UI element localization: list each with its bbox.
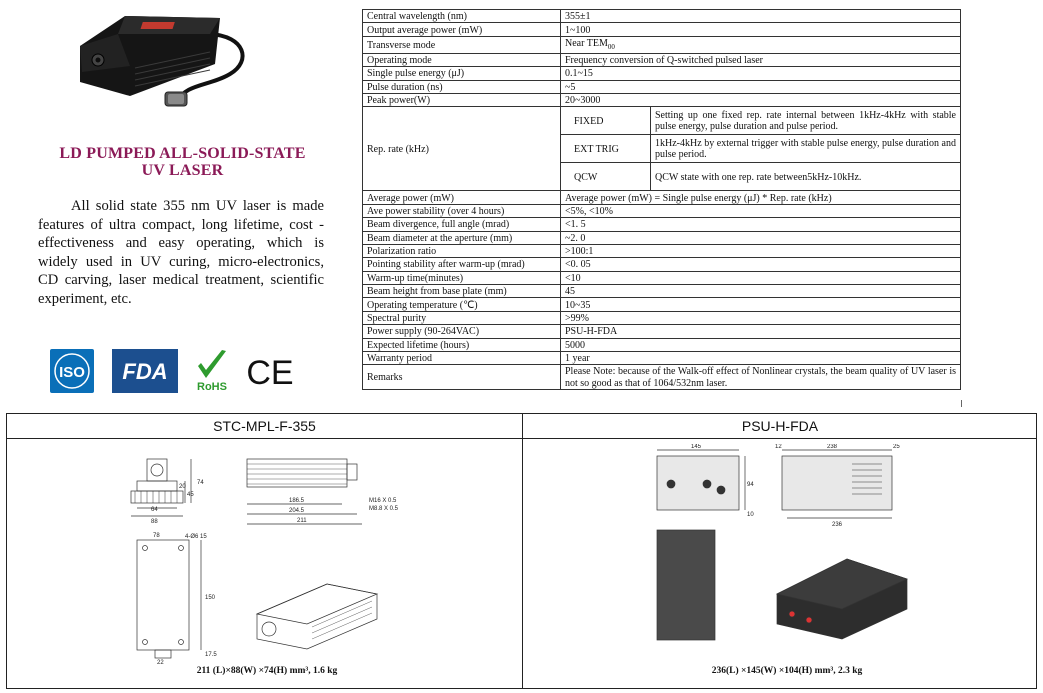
laser-head-dimension-drawing [117, 444, 427, 664]
table-row [363, 338, 961, 351]
dim-holes: 4-Ø6 15 [185, 534, 207, 540]
dim-side-186: 186.5 [289, 498, 305, 504]
spec-value: <1. 5 [561, 218, 961, 231]
dim-plan-length: 150 [205, 595, 216, 601]
dim-base-width: 88 [151, 519, 158, 525]
rep-rate-mode-text: 1kHz-4kHz by external trigger with stable pulse energy, pulse duration and pulse period. [651, 135, 961, 163]
iso-logo-icon [50, 349, 94, 393]
right-drawing-caption: 236(L) ×145(W) ×104(H) mm³, 2.3 kg [711, 666, 863, 676]
spec-value: 355±1 [561, 10, 961, 23]
drawings-box [6, 413, 1037, 689]
spec-label: Warm-up time(minutes) [363, 271, 561, 284]
spec-value: Average power (mW) = Single pulse energy (μJ) * Rep. rate (kHz) [561, 191, 961, 204]
dim-front-10: 10 [747, 512, 754, 518]
spec-value: ~2. 0 [561, 231, 961, 244]
table-row [363, 10, 961, 23]
table-row [363, 93, 961, 106]
dim-height: 74 [197, 480, 204, 486]
rep-rate-mode: QCW [561, 163, 651, 191]
panel-divider [522, 414, 523, 688]
product-title-line1: LD PUMPED ALL-SOLID-STATE [59, 145, 306, 162]
spec-value: <0. 05 [561, 258, 961, 271]
table-row [363, 231, 961, 244]
spec-value-subscript: 00 [607, 42, 615, 51]
dim-side-204: 204.5 [289, 508, 305, 514]
certification-logos [48, 348, 308, 394]
spec-label: Pointing stability after warm-up (mrad) [363, 258, 561, 271]
table-row [363, 191, 961, 204]
spec-value: ~5 [561, 80, 961, 93]
spec-label: Beam diameter at the aperture (mm) [363, 231, 561, 244]
table-row [363, 80, 961, 93]
table-row [363, 204, 961, 217]
table-row [363, 23, 961, 36]
product-title-line2: UV LASER [141, 162, 224, 179]
spec-label: Average power (mW) [363, 191, 561, 204]
table-row [363, 258, 961, 271]
cert-rohs-label: RoHS [197, 381, 227, 393]
spec-value: 5000 [561, 338, 961, 351]
dim-thread-2: M8.8 X 0.5 [369, 506, 399, 512]
dim-plan-17: 17.5 [205, 652, 217, 658]
table-row [363, 298, 961, 311]
spec-label: Beam height from base plate (mm) [363, 285, 561, 298]
spec-value: 45 [561, 285, 961, 298]
table-row [363, 67, 961, 80]
dim-side-211: 211 [297, 518, 307, 524]
rep-rate-label: Rep. rate (kHz) [363, 107, 561, 191]
dim-side-238: 238 [827, 444, 838, 450]
dim-top-width: 64 [151, 507, 158, 513]
spec-value: 0.1~15 [561, 67, 961, 80]
dim-front-height: 94 [747, 482, 754, 488]
dim-total-width: 78 [153, 533, 160, 539]
spec-label: Power supply (90-264VAC) [363, 325, 561, 338]
spec-label: Operating temperature (℃) [363, 298, 561, 311]
laser-product-photo [70, 6, 270, 112]
rep-rate-mode-text: QCW state with one rep. rate between5kHz-10kHz. [651, 163, 961, 191]
rohs-logo-icon [197, 350, 227, 393]
spec-value: 1~100 [561, 23, 961, 36]
product-description: All solid state 355 nm UV laser is made features of ultra compact, long lifetime, cost -effectiveness and easy operating, which is widely used in UV curing, micro-electronics, CD carving, laser medical treatment, scientific experiment, etc. [38, 198, 324, 307]
fda-logo-icon [112, 349, 178, 393]
table-row [363, 107, 961, 135]
power-supply-dimension-drawing [647, 444, 937, 664]
spec-value: PSU-H-FDA [561, 325, 961, 338]
product-title [30, 145, 335, 179]
remarks-value: Please Note: because of the Walk-off effect of Nonlinear crystals, the beam quality of UV laser is not so good as that of 1064/532nm laser. [561, 365, 961, 390]
spec-label: Polarization ratio [363, 244, 561, 257]
spec-label: Ave power stability (over 4 hours) [363, 204, 561, 217]
table-row [363, 218, 961, 231]
left-drawing-caption: 211 (L)×88(W) ×74(H) mm³, 1.6 kg [196, 666, 338, 676]
rep-rate-mode: FIXED [561, 107, 651, 135]
spec-value: <10 [561, 271, 961, 284]
cert-iso-label: ISO [59, 364, 85, 381]
dim-side-12: 12 [775, 444, 782, 450]
table-row [363, 285, 961, 298]
spec-value: Frequency conversion of Q-switched pulsed laser [561, 53, 961, 66]
table-row [363, 365, 961, 390]
spec-label: Expected lifetime (hours) [363, 338, 561, 351]
ce-logo-icon [246, 354, 293, 392]
table-row [363, 36, 961, 53]
dim-height-inner: 45 [187, 492, 194, 498]
dim-plan-22: 22 [157, 660, 164, 664]
spec-value: 10~35 [561, 298, 961, 311]
spec-value: >100:1 [561, 244, 961, 257]
spec-value: Near TEM [565, 37, 608, 49]
spec-label: Warranty period [363, 352, 561, 365]
table-row [363, 311, 961, 324]
spec-value: >99% [561, 311, 961, 324]
dim-height-base: 20 [179, 484, 186, 490]
spec-value: 20~3000 [561, 93, 961, 106]
spec-label: Spectral purity [363, 311, 561, 324]
spec-value-transverse-mode [561, 36, 961, 53]
rep-rate-mode: EXT TRIG [561, 135, 651, 163]
dim-front-width: 145 [691, 444, 702, 450]
spec-table [362, 9, 961, 390]
cert-ce-label: CE [246, 354, 294, 392]
spec-label: Central wavelength (nm) [363, 10, 561, 23]
right-panel-title: PSU-H-FDA [523, 414, 1037, 439]
spec-label: Peak power(W) [363, 93, 561, 106]
spec-label: Beam divergence, full angle (mrad) [363, 218, 561, 231]
spec-label: Pulse duration (ns) [363, 80, 561, 93]
table-row [363, 244, 961, 257]
spec-value: <5%, <10% [561, 204, 961, 217]
dim-thread-1: M16 X 0.5 [369, 498, 397, 504]
table-row [363, 53, 961, 66]
table-edge-line [961, 400, 962, 407]
remarks-label: Remarks [363, 365, 561, 390]
table-row [363, 325, 961, 338]
spec-label: Single pulse energy (μJ) [363, 67, 561, 80]
spec-label: Transverse mode [363, 36, 561, 53]
table-row [363, 352, 961, 365]
left-panel-title: STC-MPL-F-355 [7, 414, 522, 439]
dim-side-25: 25 [893, 444, 900, 450]
spec-label: Operating mode [363, 53, 561, 66]
spec-value: 1 year [561, 352, 961, 365]
cert-fda-label: FDA [122, 359, 168, 384]
spec-label: Output average power (mW) [363, 23, 561, 36]
rep-rate-mode-text: Setting up one fixed rep. rate internal between 1kHz-4kHz with stable pulse energy, pulse duration and pulse period. [651, 107, 961, 135]
table-row [363, 271, 961, 284]
dim-side-236: 236 [832, 522, 843, 528]
